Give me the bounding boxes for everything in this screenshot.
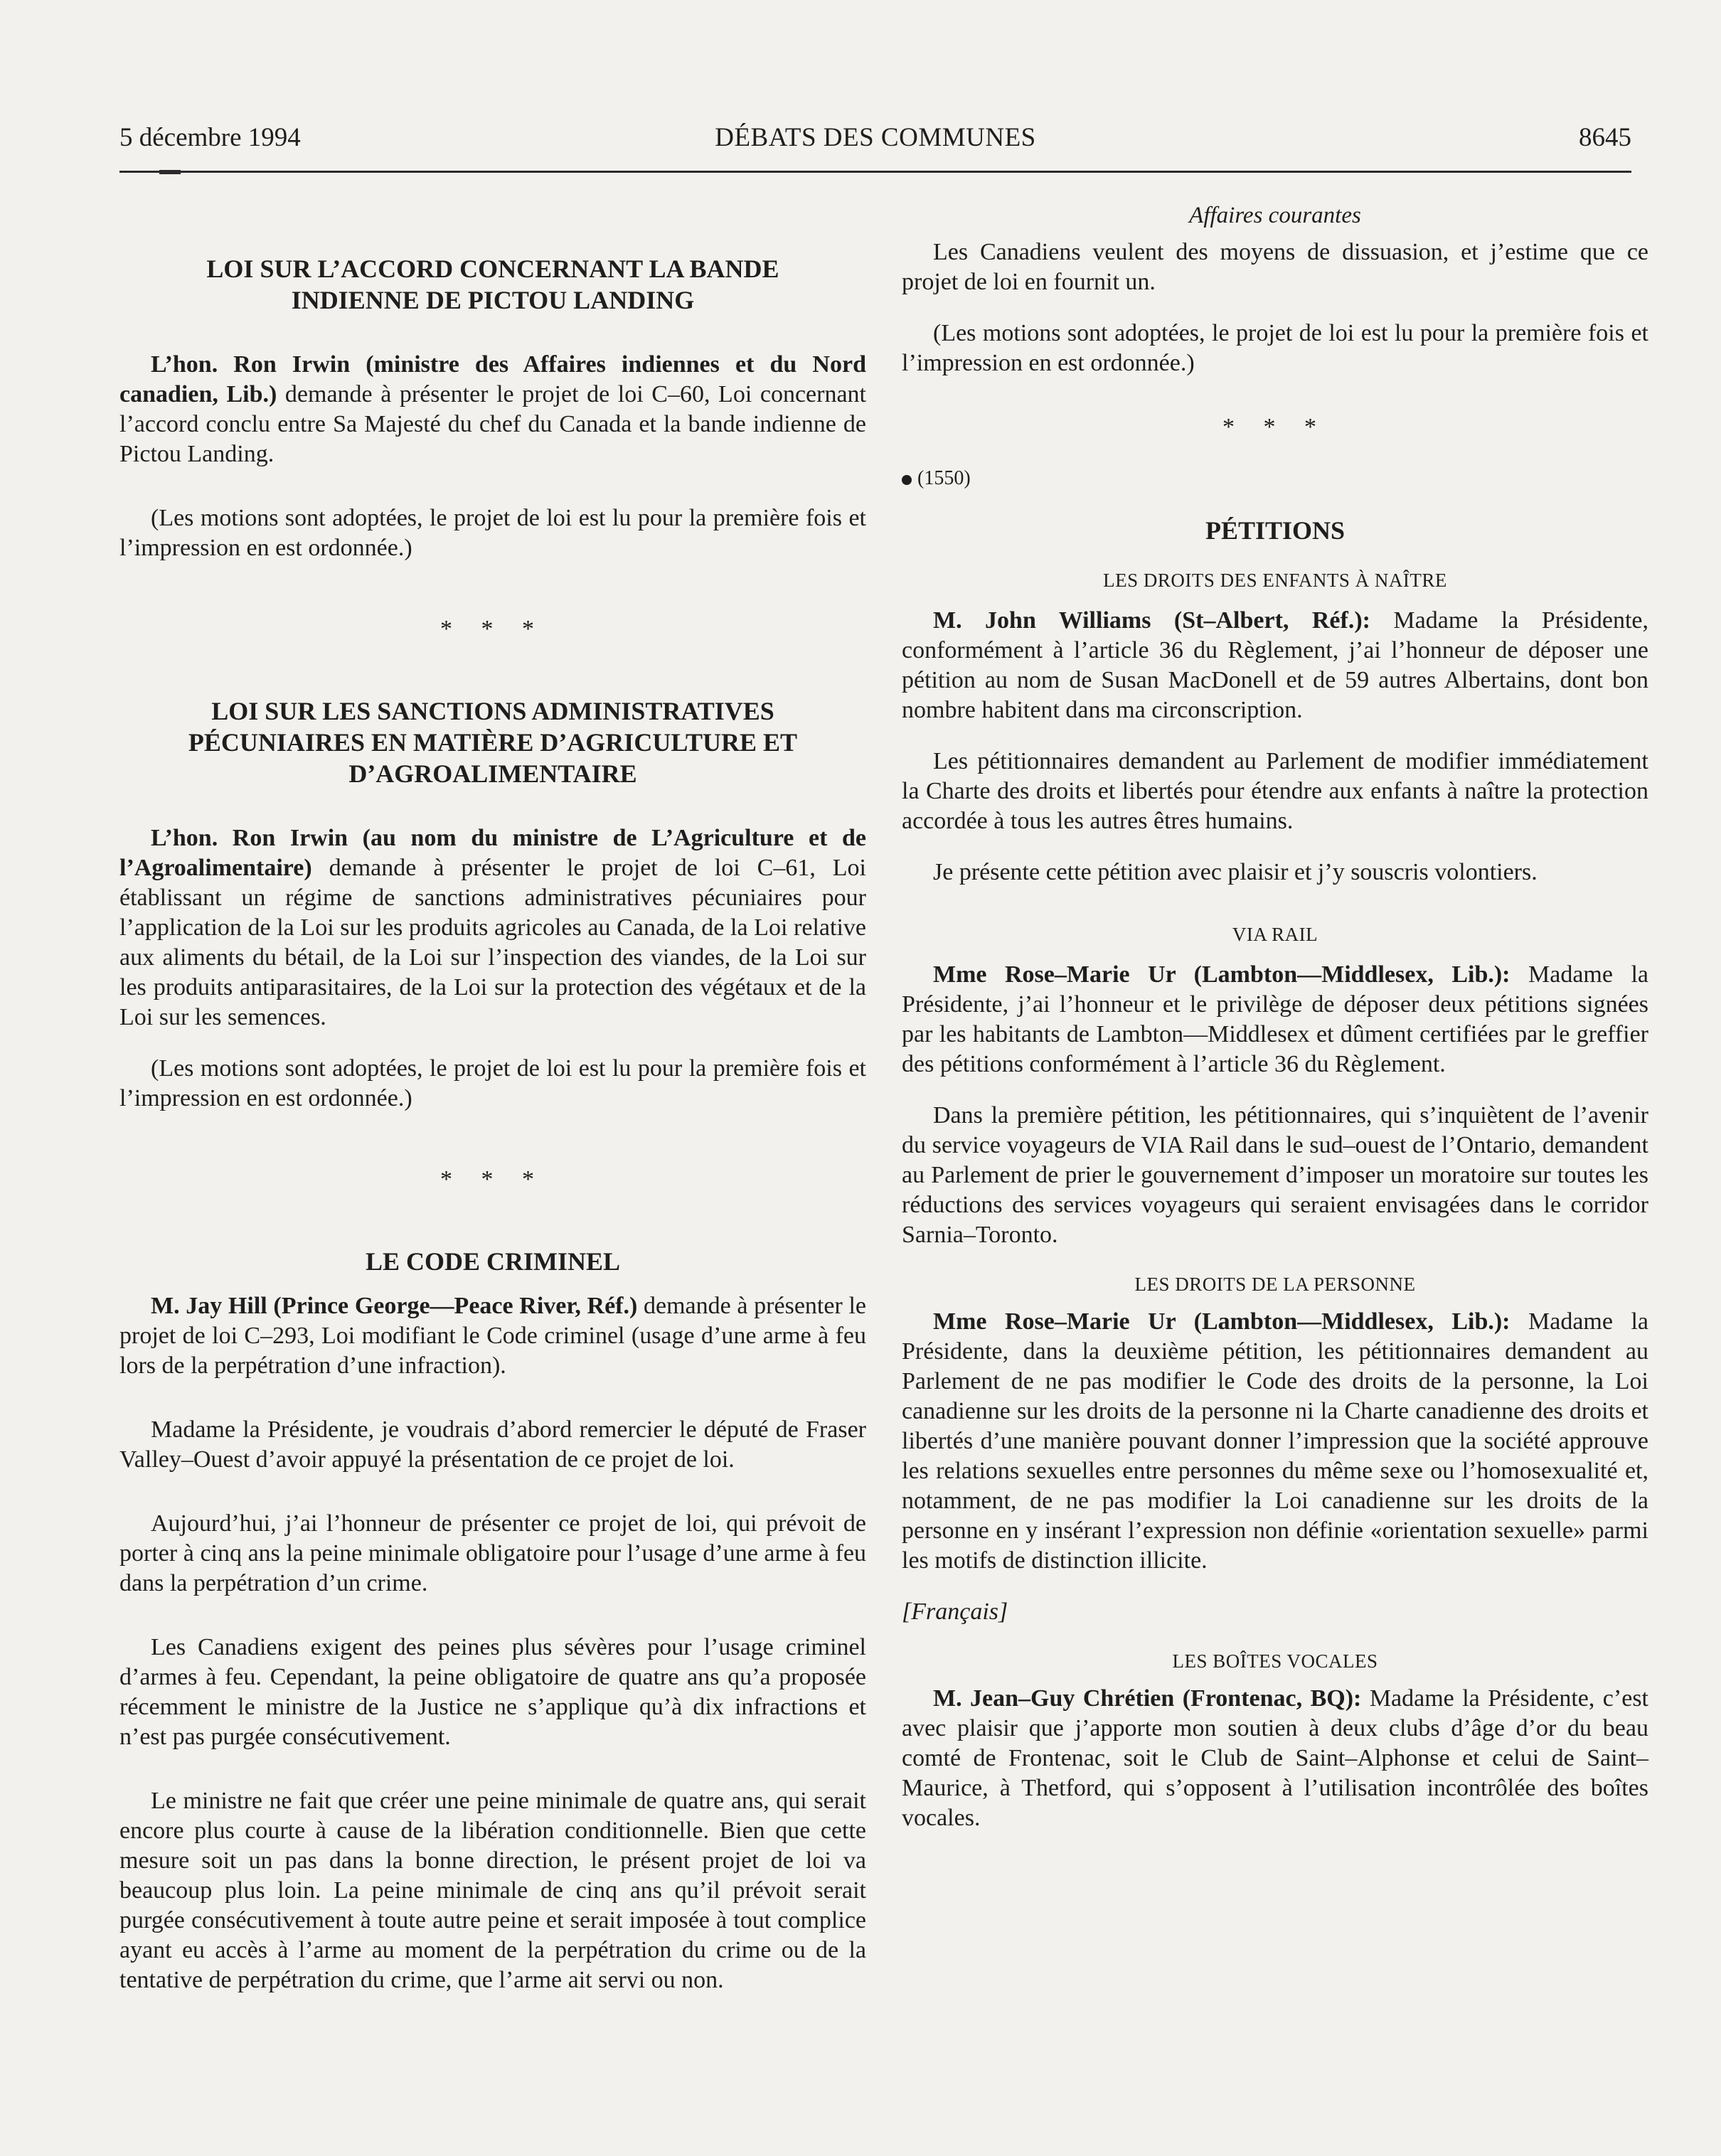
paragraph: Le ministre ne fait que créer une peine minimale de quatre ans, qui serait encore plus courte à cause de la libération conditionnelle. Bien que cette mesure soit un pas dans la bonne direction, le présent projet de loi va beaucoup plus loin. La peine minimale de cinq ans qu’il prévoit serait purgée consécutivement à toute autre peine et serait imposée à tout complice ayant eu accès à l’arme au moment de la perpétration du crime ou de la tentative de perpétration du crime, que l’arme ait servi ou non. bbox=[119, 1788, 866, 1993]
paragraph: Mme Rose–Marie Ur (Lambton—Middlesex, Lib.): Madame la Présidente, dans la deuxième pétition, les pétitionnaires demandent au Parlement de ne pas modifier le Code des droits de la personne, la Loi canadienne sur les droits de la personne ni la Charte canadienne des droits et libertés d’une manière pouvant donner l’impression que la société approuve les relations sexuelles entre personnes du même sexe ou l’homosexualité et, notamment, de ne pas modifier la Loi canadienne sur les droits de la personne en y insérant l’expression non définie «orientation sexuelle» parmi les motifs de distinction illicite. bbox=[902, 1308, 1648, 1574]
language-note: [Français] bbox=[902, 1599, 1008, 1625]
subsection-title: LES BOÎTES VOCALES bbox=[1172, 1650, 1378, 1672]
paragraph: M. Jay Hill (Prince George—Peace River, Réf.) demande à présenter le projet de loi C–293, Loi modifiant le Code criminel (usage d’une arme à feu lors de la perpétration d’une infraction). bbox=[119, 1293, 866, 1379]
paragraph: L’hon. Ron Irwin (ministre des Affaires indiennes et du Nord canadien, Lib.) demande à présenter le projet de loi C–60, Loi concernant l’accord conclu entre Sa Majesté du chef du Canada et la bande indienne de Pictou Landing. bbox=[119, 351, 866, 467]
section-title: PÉTITIONS bbox=[1205, 516, 1346, 545]
left-column bbox=[119, 201, 866, 1995]
paragraph: Je présente cette pétition avec plaisir et j’y souscris volontiers. bbox=[933, 859, 1538, 885]
paragraph: M. John Williams (St–Albert, Réf.): Madame la Présidente, conformément à l’article 36 du Règlement, j’ai l’honneur de déposer une pétition au nom de Susan MacDonell et de 59 autres Albertains, dont bon nombre habitent dans ma circonscription. bbox=[902, 607, 1648, 723]
paragraph: L’hon. Ron Irwin (au nom du ministre de L’Agriculture et de l’Agroalimentaire) demande à présenter le projet de loi C–61, Loi établissant un régime de sanctions administratives pécuniaires pour l’application de la Loi sur les produits agricoles au Canada, de la Loi relative aux aliments du bétail, de la Loi sur l’inspection des viandes, de la Loi sur les produits antiparasitaires, de la Loi sur la protection des végétaux et de la Loi sur les semences. bbox=[119, 825, 866, 1030]
section-title: LE CODE CRIMINEL bbox=[365, 1247, 621, 1276]
paragraph: Dans la première pétition, les pétitionnaires, qui s’inquiètent de l’avenir du service voyageurs de VIA Rail dans le sud–ouest de l’Ontario, demandent au Parlement de prier le gouvernement d’imposer un moratoire sur toutes les réductions des services voyageurs qui seraient envisagées dans le corridor Sarnia–Toronto. bbox=[902, 1102, 1648, 1248]
paragraph: Les pétitionnaires demandent au Parlement de modifier immédiatement la Charte des droits et libertés pour étendre aux enfants à naître la protection accordée à tous les autres êtres humains. bbox=[902, 748, 1648, 834]
paragraph: (Les motions sont adoptées, le projet de loi est lu pour la première fois et l’impression en est ordonnée.) bbox=[902, 320, 1648, 376]
speaker-name: M. John Williams (St–Albert, Réf.): bbox=[933, 607, 1370, 634]
section-agriculture-sanctions bbox=[119, 695, 866, 1114]
speaker-name: M. Jay Hill (Prince George—Peace River, Réf.) bbox=[151, 1293, 638, 1319]
header-rule-mark bbox=[159, 170, 181, 174]
section-separator: * * * bbox=[440, 616, 545, 642]
subsection-title: LES DROITS DES ENFANTS À NAÎTRE bbox=[1103, 570, 1447, 591]
paragraph: Madame la Présidente, je voudrais d’abord remercier le député de Fraser Valley–Ouest d’avoir appuyé la présentation de ce projet de loi. bbox=[119, 1416, 866, 1473]
header-date: 5 décembre 1994 bbox=[119, 123, 301, 152]
paragraph: Aujourd’hui, j’ai l’honneur de présenter ce projet de loi, qui prévoit de porter à cinq ans la peine minimale obligatoire pour l’usage d’une arme à feu dans la perpétration d’un crime. bbox=[119, 1510, 866, 1596]
paragraph: Les Canadiens veulent des moyens de dissuasion, et j’estime que ce projet de loi en fournit un. bbox=[902, 239, 1648, 295]
subsection-title: VIA RAIL bbox=[1232, 924, 1318, 945]
section-title: LOI SUR L’ACCORD CONCERNANT LA BANDE INDIENNE DE PICTOU LANDING bbox=[206, 255, 779, 314]
speaker-name: L’hon. Ron Irwin (ministre des Affaires indiennes et du Nord canadien, Lib.) bbox=[119, 351, 866, 407]
page-header bbox=[119, 119, 1631, 173]
right-column bbox=[902, 201, 1648, 1833]
running-head: Affaires courantes bbox=[1189, 203, 1361, 228]
section-separator: * * * bbox=[440, 1166, 545, 1192]
speaker-name: Mme Rose–Marie Ur (Lambton—Middlesex, Lib.): bbox=[933, 961, 1510, 988]
section-title: LOI SUR LES SANCTIONS ADMINISTRATIVES PÉCUNIAIRES EN MATIÈRE D’AGRICULTURE ET D’AGROALIMENTAIRE bbox=[188, 697, 798, 788]
speaker-name: Mme Rose–Marie Ur (Lambton—Middlesex, Lib.): bbox=[933, 1308, 1510, 1335]
speaker-name: M. Jean–Guy Chrétien (Frontenac, BQ): bbox=[933, 1685, 1362, 1712]
paragraph: (Les motions sont adoptées, le projet de loi est lu pour la première fois et l’impression en est ordonnée.) bbox=[119, 1055, 866, 1111]
section-code-criminel bbox=[119, 1246, 866, 1995]
header-title: DÉBATS DES COMMUNES bbox=[715, 123, 1036, 152]
bullet-icon bbox=[902, 475, 912, 485]
paragraph: (Les motions sont adoptées, le projet de loi est lu pour la première fois et l’impression en est ordonnée.) bbox=[119, 505, 866, 561]
paragraph: Les Canadiens exigent des peines plus sévères pour l’usage criminel d’armes à feu. Cependant, la peine obligatoire de quatre ans qu’a proposée récemment le ministre de la Justice ne s’applique qu’à dix infractions et n’est pas purgée consécutivement. bbox=[119, 1634, 866, 1750]
time-marker: (1550) bbox=[902, 464, 1648, 493]
section-separator: * * * bbox=[1222, 414, 1328, 440]
page-number: 8645 bbox=[1579, 123, 1631, 152]
subsection-title: LES DROITS DE LA PERSONNE bbox=[1134, 1274, 1416, 1295]
paragraph: M. Jean–Guy Chrétien (Frontenac, BQ): Madame la Présidente, c’est avec plaisir que j’apporte mon soutien à deux clubs d’âge d’or du beau comté de Frontenac, soit le Club de Saint–Alphonse et celui de Saint–Maurice, à Thetford, qui s’opposent à l’utilisation incontrôlée des boîtes vocales. bbox=[902, 1685, 1648, 1831]
section-pictou-landing bbox=[119, 253, 866, 563]
paragraph: Mme Rose–Marie Ur (Lambton—Middlesex, Lib.): Madame la Présidente, j’ai l’honneur et le privilège de déposer deux pétitions signées par les habitants de Lambton—Middlesex et dûment certifiées par le greffier des pétitions conformément à l’article 36 du Règlement. bbox=[902, 961, 1648, 1077]
speaker-name: L’hon. Ron Irwin (au nom du ministre de L’Agriculture et de l’Agroalimentaire) bbox=[119, 825, 866, 881]
